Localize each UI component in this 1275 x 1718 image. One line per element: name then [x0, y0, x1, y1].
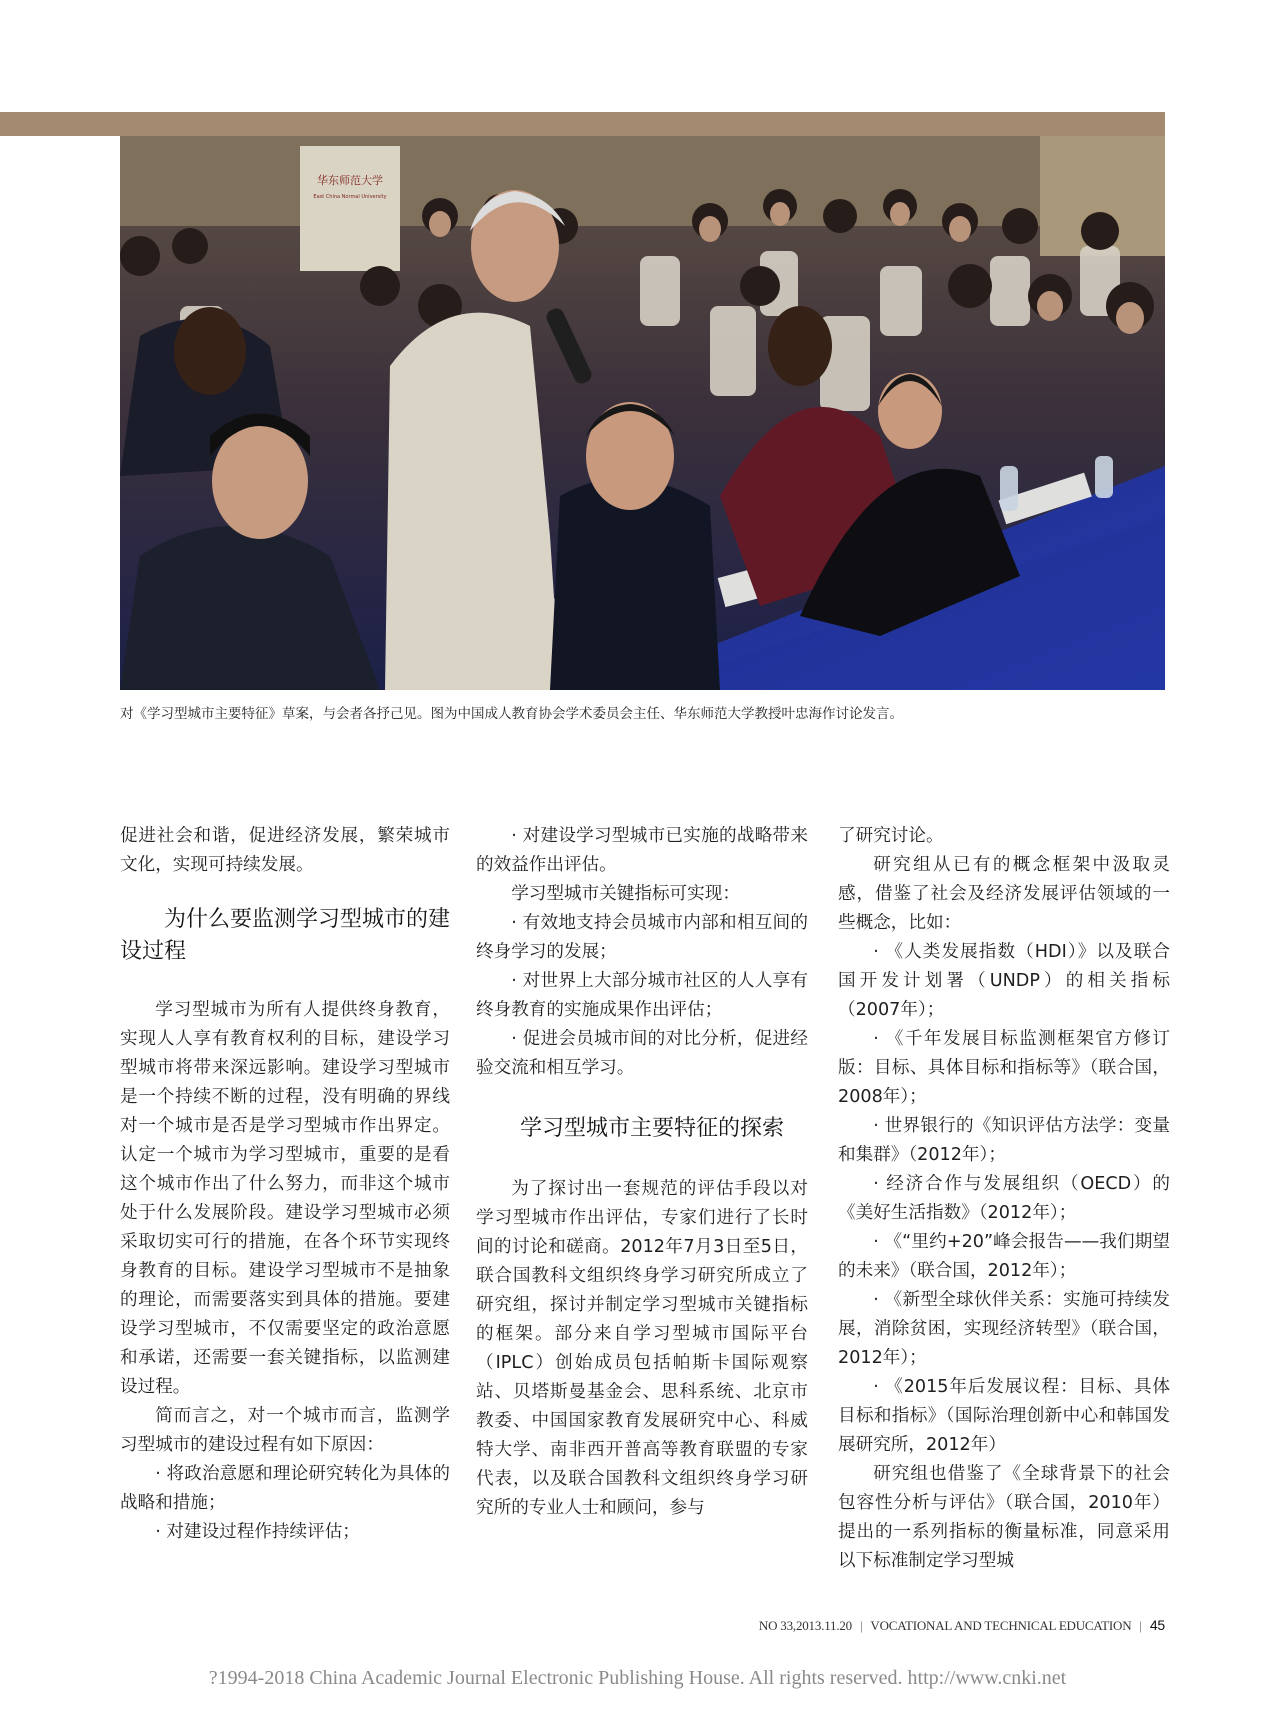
- paragraph: 学习型城市关键指标可实现：: [511, 884, 740, 904]
- spacer: [120, 880, 450, 904]
- bullet-item: · 经济合作与发展组织（OECD）的《美好生活指数》（2012年）；: [838, 1174, 1170, 1223]
- column-2: [476, 822, 808, 1523]
- bullet-item: · 《千年发展目标监测框架官方修订版：目标、具体目标和指标等》（联合国，2008年）；: [838, 1029, 1170, 1107]
- column-1: [120, 822, 450, 1547]
- paragraph: 促进社会和谐，促进经济发展，繁荣城市文化，实现可持续发展。: [120, 826, 450, 875]
- column-3: [838, 822, 1170, 1576]
- copyright-notice: ?1994-2018 China Academic Journal Electronic Publishing House. All rights reserved. http://www.cnki.net: [208, 1667, 1067, 1689]
- footer-separator: |: [1139, 1618, 1142, 1633]
- journal-name: VOCATIONAL AND TECHNICAL EDUCATION: [870, 1618, 1132, 1633]
- conference-photo: [120, 136, 1165, 690]
- bullet-item: · 《人类发展指数（HDI）》以及联合国开发计划署（UNDP）的相关指标（2007年）；: [838, 942, 1170, 1020]
- top-color-band: [0, 112, 1165, 136]
- spacer: [476, 1083, 808, 1113]
- bullet-item: · 《2015年后发展议程：目标、具体目标和指标》（国际治理创新中心和韩国发展研究所，2012年）: [838, 1377, 1170, 1455]
- footer-separator: |: [859, 1618, 863, 1633]
- paragraph: 学习型城市为所有人提供终身教育，实现人人享有教育权利的目标，建设学习型城市将带来深远影响。建设学习型城市是一个持续不断的过程，没有明确的界线对一个城市是否是学习型城市作出界定。认定一个城市为学习型城市，重要的是看这个城市作出了什么努力，而非这个城市处于什么发展阶段。建设学习型城市必须采取切实可行的措施，在各个环节实现终身教育的目标。建设学习型城市不是抽象的理论，而需要落实到具体的措施。要建设学习型城市，不仅需要坚定的政治意愿和承诺，还需要一套关键指标，以监测建设过程。: [120, 1000, 450, 1397]
- bullet-item: · 有效地支持会员城市内部和相互间的终身学习的发展；: [476, 913, 808, 962]
- paragraph: 简而言之，对一个城市而言，监测学习型城市的建设过程有如下原因：: [120, 1406, 450, 1455]
- page-footer: [759, 1617, 1165, 1634]
- bullet-item: · 世界银行的《知识评估方法学：变量和集群》（2012年）；: [838, 1116, 1170, 1165]
- bullet-item: · 对建设学习型城市已实施的战略带来的效益作出评估。: [476, 826, 808, 875]
- section-heading: 为什么要监测学习型城市的建设过程: [120, 907, 451, 964]
- banner-subtext: East China Normal University: [313, 194, 387, 200]
- page-number: 45: [1149, 1617, 1165, 1633]
- bullet-item: · 对建设过程作持续评估；: [155, 1522, 360, 1542]
- paragraph: 为了探讨出一套规范的评估手段以对学习型城市作出评估，专家们进行了长时间的讨论和磋商。2012年7月3日至5日，联合国教科文组织终身学习研究所成立了研究组，探讨并制定学习型城市关键指标的框架。部分来自学习型城市国际平台（IPLC）创始成员包括帕斯卡国际观察站、贝塔斯曼基金会、思科系统、北京市教委、中国国家教育发展研究中心、科威特大学、南非西开普高等教育联盟的专家代表，以及联合国教科文组织终身学习研究所的专业人士和顾问，参与: [476, 1179, 808, 1518]
- section-heading: 学习型城市主要特征的探索: [520, 1116, 785, 1141]
- spacer: [476, 1145, 808, 1175]
- photo-caption: 对《学习型城市主要特征》草案，与会者各抒己见。图为中国成人教育协会学术委员会主任、华东师范大学教授叶忠海作讨论发言。: [120, 706, 903, 722]
- paragraph: 研究组也借鉴了《全球背景下的社会包容性分析与评估》（联合国，2010年）提出的一系列指标的衡量标准，同意采用以下标准制定学习型城: [838, 1464, 1170, 1571]
- bullet-item: · 对世界上大部分城市社区的人人享有终身教育的实施成果作出评估；: [476, 971, 808, 1020]
- bullet-item: · 将政治意愿和理论研究转化为具体的战略和措施；: [120, 1464, 450, 1513]
- bullet-item: · 《新型全球伙伴关系：实施可持续发展，消除贫困，实现经济转型》（联合国，2012年）；: [838, 1290, 1170, 1368]
- issue-info: NO 33,2013.11.20: [758, 1618, 852, 1633]
- paragraph: 了研究讨论。: [838, 826, 944, 846]
- banner-text: 华东师范大学: [317, 174, 383, 187]
- paragraph: 研究组从已有的概念框架中汲取灵感，借鉴了社会及经济发展评估领域的一些概念，比如：: [838, 855, 1170, 933]
- bullet-item: · 促进会员城市间的对比分析，促进经验交流和相互学习。: [476, 1029, 808, 1078]
- spacer: [120, 968, 450, 996]
- bullet-item: · 《“里约+20”峰会报告——我们期望的未来》（联合国，2012年）；: [838, 1232, 1170, 1281]
